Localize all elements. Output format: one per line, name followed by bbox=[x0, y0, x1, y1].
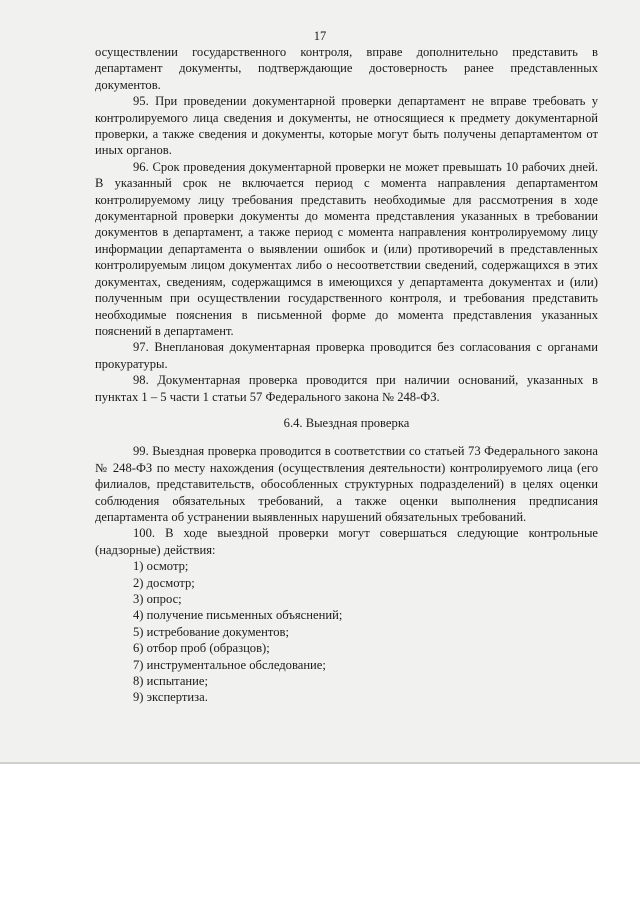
paragraph-95: 95. При проведении документарной проверки департамент не вправе требовать у контролируемого лица сведения и документы, не относящиеся к предмету документарной проверки, а также сведения и документы, которые могут быть получены департаментом от иных органов. bbox=[95, 94, 598, 158]
paragraph-99: 99. Выездная проверка проводится в соответствии со статьей 73 Федерального закона № 248-ФЗ по месту нахождения (осуществления деятельности) контролируемого лица (его филиалов, представительств, обособленных структурных подразделений) в целях оценки соблюдения обязательных требований, а также оценки выполнения предписания департамента об устранении выявленных нарушений обязательных требований. bbox=[95, 444, 598, 524]
list-item: 9) экспертиза. bbox=[133, 690, 208, 705]
list-item: 3) опрос; bbox=[133, 592, 182, 606]
continuation-paragraph: осуществлении государственного контроля, вправе дополнительно представить в департамент документы, подтверждающие достоверность ранее представленных документов. bbox=[95, 45, 598, 92]
document-body bbox=[95, 44, 598, 706]
paragraph-100: 100. В ходе выездной проверки могут совершаться следующие контрольные (надзорные) действия: bbox=[95, 526, 598, 557]
list-item: 2) досмотр; bbox=[133, 575, 195, 590]
page-number: 17 bbox=[313, 29, 327, 43]
list-item: 4) получение письменных объяснений; bbox=[133, 608, 343, 623]
paragraph-98: 98. Документарная проверка проводится при наличии оснований, указанных в пунктах 1 – 5 части 1 статьи 57 Федерального закона № 248-ФЗ. bbox=[95, 373, 598, 404]
list-item: 1) осмотр; bbox=[133, 559, 189, 574]
paragraph-97: 97. Внеплановая документарная проверка проводится без согласования с органами прокуратуры. bbox=[95, 340, 598, 371]
section-heading: 6.4. Выездная проверка bbox=[283, 415, 410, 430]
list-item: 8) испытание; bbox=[133, 674, 208, 689]
list-item: 6) отбор проб (образцов); bbox=[133, 641, 270, 656]
paragraph-96: 96. Срок проведения документарной проверки не может превышать 10 рабочих дней. В указанный срок не включается период с момента направления департаментом контролируемому лицу требования представить необходимые для рассмотрения в ходе документарной проверки документы до момента представления указанных в требовании документов в департамент, а также период с момента направления контролируемому лицу информации департамента о выявлении ошибок и (или) противоречий в представленных контролируемым лицом документах либо о несоответствии сведений, содержащихся в этих документах, сведениям, содержащимся в имеющихся у департамента документах и (или) полученным при осуществлении государственного контроля, и требования представить необходимые пояснения в письменной форме до момента представления указанных пояснений в департамент. bbox=[95, 159, 598, 338]
list-item: 5) истребование документов; bbox=[133, 624, 289, 639]
actions-list bbox=[95, 558, 598, 706]
list-item: 7) инструментальное обследование; bbox=[133, 657, 326, 672]
